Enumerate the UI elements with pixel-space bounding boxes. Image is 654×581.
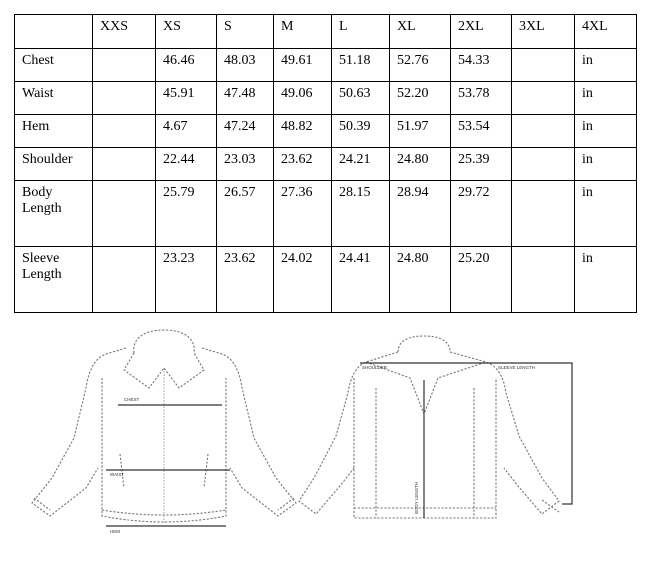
row-label: Waist [15,82,93,115]
table-cell: 50.39 [332,115,390,148]
table-cell: 26.57 [217,181,274,247]
jacket-front-drawing [32,330,296,523]
table-cell: 46.46 [156,49,217,82]
table-cell: 49.61 [274,49,332,82]
hem-label: HEM [110,529,120,534]
front-hem-measure [106,526,226,534]
waist-label: WAIST [110,472,125,477]
front-waist-measure [106,470,230,477]
table-cell: in [575,115,637,148]
table-cell: 49.06 [274,82,332,115]
table-cell: 27.36 [274,181,332,247]
table-cell [512,247,575,313]
table-cell: 54.33 [451,49,512,82]
table-cell: 28.94 [390,181,451,247]
header-cell: XXS [93,15,156,49]
table-cell: 29.72 [451,181,512,247]
table-cell: 53.54 [451,115,512,148]
table-cell: 48.03 [217,49,274,82]
table-cell: 23.62 [217,247,274,313]
table-cell [93,148,156,181]
row-label: Body Length [15,181,93,247]
header-cell: L [332,15,390,49]
table-cell: 50.63 [332,82,390,115]
chest-label: CHEST [124,397,140,402]
table-cell: in [575,82,637,115]
header-cell: 3XL [512,15,575,49]
table-cell: 51.18 [332,49,390,82]
table-row [15,115,637,148]
table-row [15,82,637,115]
header-cell [15,15,93,49]
table-cell: in [575,247,637,313]
sleeve-length-label: SLEEVE LENGTH [498,365,536,370]
header-cell: XS [156,15,217,49]
row-label: Shoulder [15,148,93,181]
table-cell: 52.76 [390,49,451,82]
row-label: Hem [15,115,93,148]
header-cell: 2XL [451,15,512,49]
table-cell: 24.80 [390,247,451,313]
table-cell: 23.03 [217,148,274,181]
table-row [15,247,637,313]
table-cell: 23.62 [274,148,332,181]
table-cell: in [575,181,637,247]
header-cell: 4XL [575,15,637,49]
back-sleeve-measure [492,363,572,504]
row-label: Sleeve Length [15,247,93,313]
size-chart-table [14,14,637,313]
header-cell: M [274,15,332,49]
table-cell [512,82,575,115]
row-label: Chest [15,49,93,82]
table-cell: 25.39 [451,148,512,181]
table-cell: 4.67 [156,115,217,148]
table-cell [512,181,575,247]
table-cell: 24.02 [274,247,332,313]
table-cell: 47.24 [217,115,274,148]
table-cell: 24.80 [390,148,451,181]
table-cell: in [575,148,637,181]
table-cell: 25.20 [451,247,512,313]
table-cell [93,49,156,82]
table-cell: 24.21 [332,148,390,181]
table-row [15,148,637,181]
table-cell: 52.20 [390,82,451,115]
table-cell: 22.44 [156,148,217,181]
table-cell: 23.23 [156,247,217,313]
table-cell [512,49,575,82]
table-cell [93,247,156,313]
body-length-label: BODY LENGTH [414,481,419,514]
jacket-measurement-diagram [14,318,584,540]
table-cell: in [575,49,637,82]
table-cell: 25.79 [156,181,217,247]
table-cell: 45.91 [156,82,217,115]
table-cell [93,181,156,247]
table-cell: 53.78 [451,82,512,115]
table-row [15,49,637,82]
table-cell: 24.41 [332,247,390,313]
header-cell: XL [390,15,451,49]
shoulder-label: SHOULDER [362,365,388,370]
table-cell: 47.48 [217,82,274,115]
front-chest-measure [118,397,222,405]
table-cell [512,115,575,148]
header-row [15,15,637,49]
table-cell [93,115,156,148]
table-cell: 51.97 [390,115,451,148]
table-row [15,181,637,247]
table-cell [512,148,575,181]
back-body-length-measure [414,380,424,518]
table-cell: 28.15 [332,181,390,247]
header-cell: S [217,15,274,49]
table-cell: 48.82 [274,115,332,148]
table-cell [93,82,156,115]
